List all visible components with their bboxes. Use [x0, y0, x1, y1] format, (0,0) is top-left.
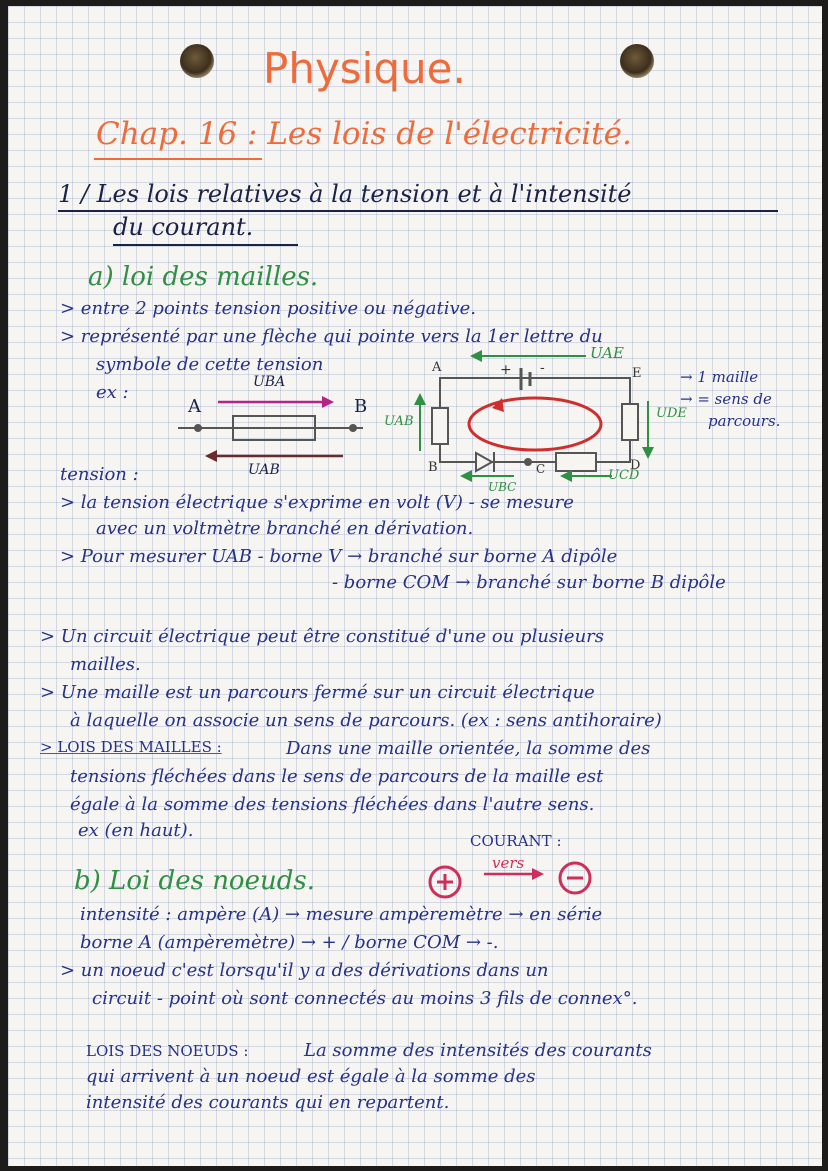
node-label-d: D [630, 458, 641, 473]
tension-line-4: > Pour mesurer UAB - borne V → branché sur borne A dipôle [60, 546, 618, 567]
node-label-c: C [536, 462, 546, 476]
circuit-mesh-diagram [414, 350, 654, 482]
noeuds-line-4: circuit - point où sont connectés au moins 3 fils de connex°. [92, 988, 638, 1009]
dipole-ab-diagram [178, 396, 363, 462]
noeuds-line-2: borne A (ampèremètre) → + / borne COM → -. [80, 932, 499, 953]
law-noeuds-text-1: La somme des intensités des courants [304, 1040, 652, 1061]
section-1-heading: 1 / Les lois relatives à la tension et à l'intensité [58, 180, 632, 208]
circuit-line-3: > Une maille est un parcours fermé sur un circuit électrique [40, 682, 595, 703]
node-label-b: B [354, 396, 368, 417]
battery-plus-sign: + [500, 362, 512, 378]
maille-note-1: → 1 maille [680, 368, 759, 386]
tension-line-1: tension : [60, 464, 139, 485]
page-title: Physique. [263, 44, 466, 93]
voltage-label-ucd: UCD [608, 468, 640, 483]
circuit-line-2: mailles. [70, 654, 141, 675]
law-mailles-text-2: tensions fléchées dans le sens de parcours de la maille est [70, 766, 604, 787]
maille-note-2: → = sens de [680, 390, 772, 408]
tension-line-3: avec un voltmètre branché en dérivation. [96, 518, 474, 539]
circuit-line-4: à laquelle on associe un sens de parcours. (ex : sens antihoraire) [70, 710, 662, 731]
tension-line-5: - borne COM → branché sur borne B dipôle [332, 572, 726, 593]
node-label-a-circuit: A [432, 360, 442, 375]
current-vers-label: vers [492, 854, 525, 872]
law-mailles-text-3: égale à la somme des tensions fléchées dans l'autre sens. [70, 794, 595, 815]
mailles-line-2: > représenté par une flèche qui pointe vers la 1er lettre du [60, 326, 603, 347]
voltage-label-ude: UDE [656, 406, 687, 421]
mailles-line-3: symbole de cette tension [96, 354, 324, 375]
battery-minus-sign: - [540, 360, 545, 376]
maille-note-3: parcours. [708, 412, 781, 430]
law-noeuds-text-3: intensité des courants qui en repartent. [86, 1092, 450, 1113]
law-mailles-label: > LOIS DES MAILLES : [40, 738, 222, 756]
voltage-label-uae: UAE [590, 344, 624, 362]
chapter-title: Chap. 16 : Les lois de l'électricité. [96, 116, 632, 152]
notebook-page [8, 6, 822, 1166]
mailles-line-4: ex : [96, 382, 129, 403]
noeuds-line-3: > un noeud c'est lorsqu'il y a des dérivations dans un [60, 960, 549, 981]
node-label-e: E [632, 366, 642, 381]
subsection-b-heading: b) Loi des noeuds. [74, 866, 315, 896]
mailles-line-1: > entre 2 points tension positive ou négative. [60, 298, 477, 319]
voltage-label-ubc: UBC [488, 480, 517, 494]
circuit-line-1: > Un circuit électrique peut être constitué d'une ou plusieurs [40, 626, 605, 647]
current-label: COURANT : [470, 832, 562, 850]
voltage-label-uba: UBA [253, 374, 286, 390]
node-label-a: A [188, 396, 201, 417]
noeuds-line-1: intensité : ampère (A) → mesure ampèremètre → en série [80, 904, 603, 925]
law-noeuds-label: LOIS DES NOEUDS : [86, 1042, 249, 1060]
law-mailles-text-4: ex (en haut). [78, 820, 194, 841]
voltage-label-uab: UAB [248, 462, 280, 478]
node-label-b-circuit: B [428, 460, 438, 475]
voltage-label-uab-right: UAB [384, 414, 414, 429]
tension-line-2: > la tension électrique s'exprime en volt (V) - se mesure [60, 492, 574, 513]
law-noeuds-text-2: qui arrivent à un noeud est égale à la somme des [86, 1066, 536, 1087]
law-mailles-text-1: Dans une maille orientée, la somme des [286, 738, 651, 759]
subsection-a-heading: a) loi des mailles. [88, 262, 319, 292]
section-1-heading-cont: du courant. [113, 213, 254, 241]
